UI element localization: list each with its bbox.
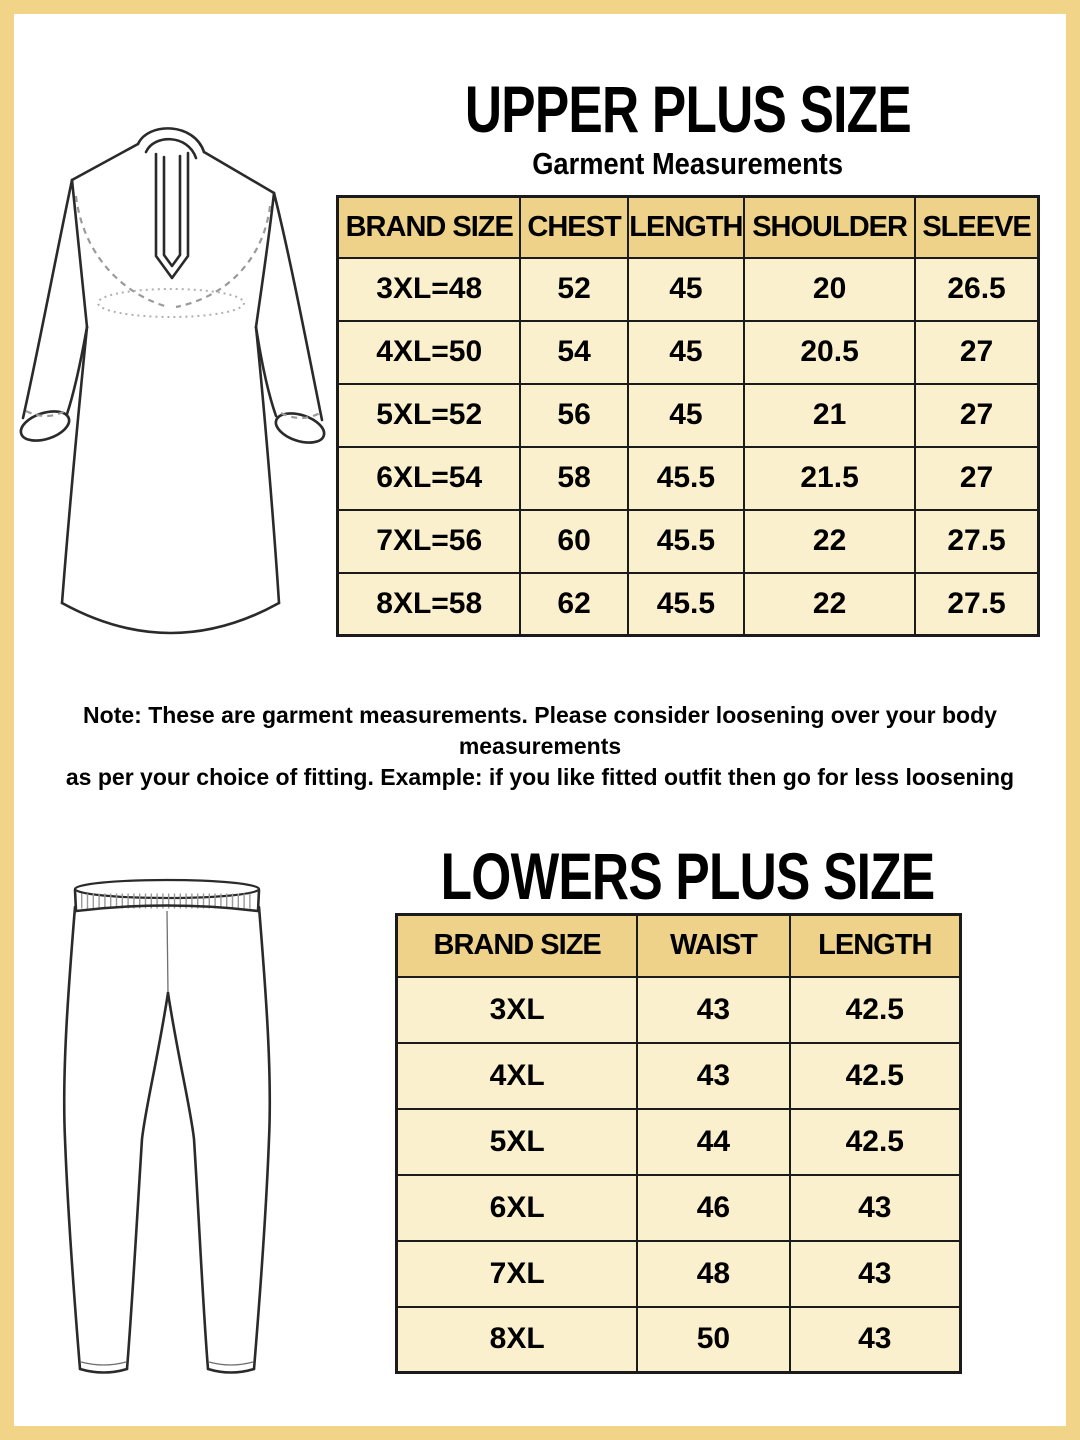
- column-header: BRAND SIZE: [338, 197, 521, 258]
- pants-line-drawing-icon: [45, 873, 275, 1397]
- pants-illustration: [45, 873, 275, 1397]
- kurta-illustration: [16, 106, 336, 654]
- table-cell: 50: [637, 1307, 789, 1373]
- table-cell: 5XL: [397, 1109, 638, 1175]
- table-cell: 7XL: [397, 1241, 638, 1307]
- table-row: [338, 384, 1039, 447]
- table-cell: 27: [915, 321, 1038, 384]
- upper-size-table: [336, 195, 1040, 637]
- table-cell: 45: [628, 321, 744, 384]
- column-header: LENGTH: [628, 197, 744, 258]
- lower-size-table: [395, 913, 962, 1374]
- table-cell: 3XL: [397, 977, 638, 1043]
- table-cell: 21.5: [744, 447, 915, 510]
- table-cell: 4XL: [397, 1043, 638, 1109]
- table-cell: 3XL=48: [338, 258, 521, 321]
- table-cell: 45: [628, 384, 744, 447]
- table-cell: 26.5: [915, 258, 1038, 321]
- table-row: [397, 977, 961, 1043]
- table-cell: 43: [790, 1241, 961, 1307]
- table-cell: 43: [637, 977, 789, 1043]
- table-cell: 27.5: [915, 510, 1038, 573]
- table-cell: 27: [915, 384, 1038, 447]
- table-row: [397, 1109, 961, 1175]
- table-row: [397, 1307, 961, 1373]
- table-cell: 27: [915, 447, 1038, 510]
- table-cell: 21: [744, 384, 915, 447]
- table-cell: 4XL=50: [338, 321, 521, 384]
- table-row: [397, 1241, 961, 1307]
- note-line-2: as per your choice of fitting. Example: if you like fitted outfit then go for less loosening: [65, 764, 1015, 790]
- upper-subtitle: [336, 148, 1040, 179]
- table-cell: 52: [520, 258, 627, 321]
- table-cell: 54: [520, 321, 627, 384]
- table-cell: 45.5: [628, 510, 744, 573]
- table-row: [397, 1175, 961, 1241]
- table-cell: 56: [520, 384, 627, 447]
- table-row: [338, 258, 1039, 321]
- table-cell: 42.5: [790, 1043, 961, 1109]
- lower-title: [336, 839, 1040, 913]
- column-header: CHEST: [520, 197, 627, 258]
- upper-title-text: UPPER PLUS SIZE: [465, 72, 911, 146]
- table-cell: 45: [628, 258, 744, 321]
- column-header: SLEEVE: [915, 197, 1038, 258]
- note-line-1: Note: These are garment measurements. Please consider loosening over your body measurements: [83, 702, 997, 759]
- table-cell: 5XL=52: [338, 384, 521, 447]
- table-cell: 8XL: [397, 1307, 638, 1373]
- table-cell: 7XL=56: [338, 510, 521, 573]
- lower-title-text: LOWERS PLUS SIZE: [441, 839, 935, 913]
- header-row: [338, 197, 1039, 258]
- table-cell: 45.5: [628, 447, 744, 510]
- table-cell: 42.5: [790, 977, 961, 1043]
- table-cell: 22: [744, 573, 915, 636]
- table-cell: 20.5: [744, 321, 915, 384]
- header-row: [397, 915, 961, 977]
- table-row: [338, 573, 1039, 636]
- upper-subtitle-text: Garment Measurements: [532, 146, 844, 181]
- table-row: [338, 321, 1039, 384]
- table-cell: 42.5: [790, 1109, 961, 1175]
- column-header: BRAND SIZE: [397, 915, 638, 977]
- table-cell: 27.5: [915, 573, 1038, 636]
- column-header: WAIST: [637, 915, 789, 977]
- table-row: [338, 510, 1039, 573]
- table-cell: 43: [637, 1043, 789, 1109]
- upper-title: [336, 72, 1040, 146]
- column-header: LENGTH: [790, 915, 961, 977]
- table-cell: 43: [790, 1175, 961, 1241]
- table-row: [397, 1043, 961, 1109]
- table-row: [338, 447, 1039, 510]
- table-cell: 43: [790, 1307, 961, 1373]
- table-cell: 22: [744, 510, 915, 573]
- table-cell: 60: [520, 510, 627, 573]
- table-cell: 6XL=54: [338, 447, 521, 510]
- table-cell: 20: [744, 258, 915, 321]
- table-cell: 44: [637, 1109, 789, 1175]
- table-cell: 8XL=58: [338, 573, 521, 636]
- table-cell: 48: [637, 1241, 789, 1307]
- column-header: SHOULDER: [744, 197, 915, 258]
- kurta-line-drawing-icon: [16, 106, 336, 654]
- table-cell: 45.5: [628, 573, 744, 636]
- table-cell: 58: [520, 447, 627, 510]
- table-cell: 6XL: [397, 1175, 638, 1241]
- table-cell: 46: [637, 1175, 789, 1241]
- table-cell: 62: [520, 573, 627, 636]
- measurement-note: [40, 700, 1040, 793]
